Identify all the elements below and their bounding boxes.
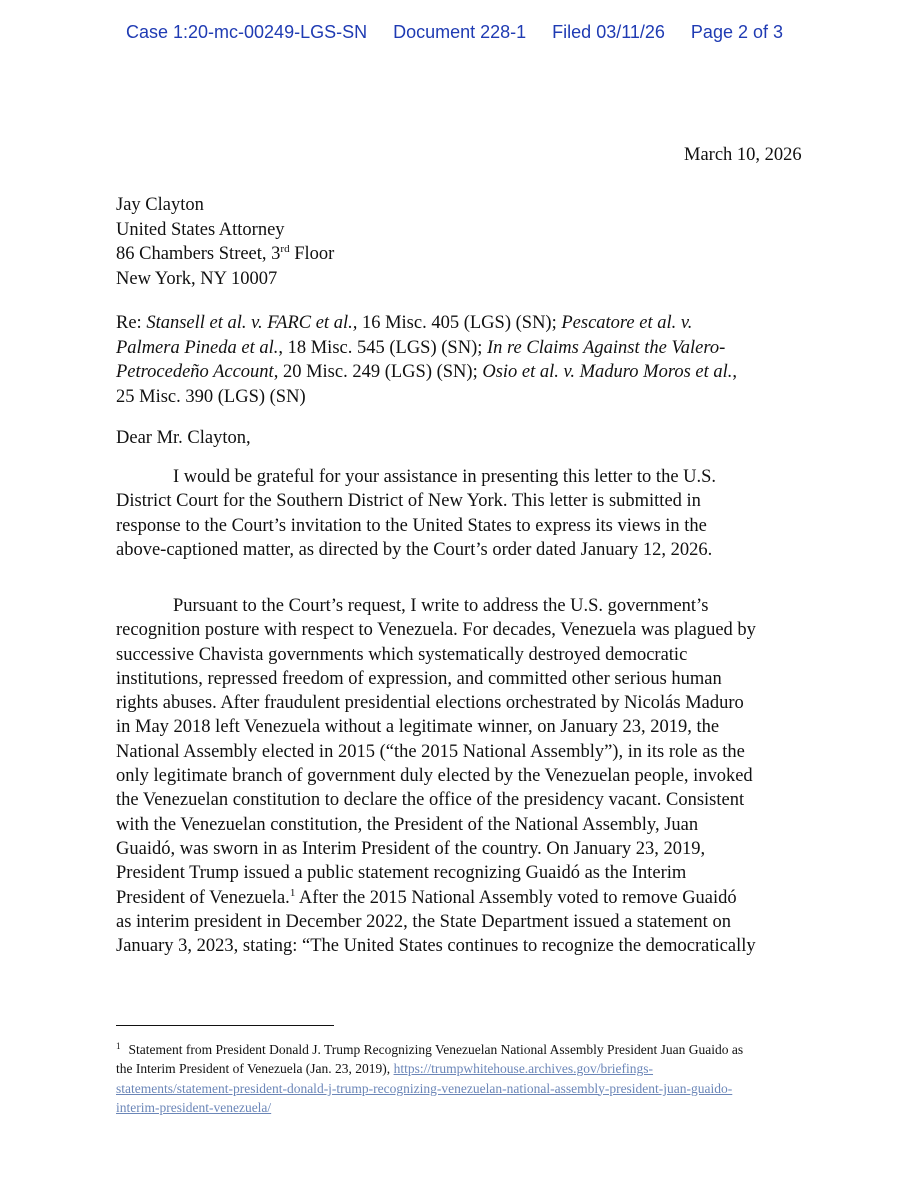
document-number: Document 228-1 [393, 22, 527, 42]
letter-date: March 10, 2026 [684, 145, 802, 165]
footnote-marker: 1 [116, 1041, 121, 1051]
recipient-name: Jay Clayton [116, 195, 204, 215]
footnote-link[interactable]: https://trumpwhitehouse.archives.gov/briefings- [393, 1061, 654, 1077]
page-number: Page 2 of 3 [690, 22, 783, 42]
ecf-header [0, 22, 909, 43]
paragraph-2: Pursuant to the Court’s request, I write to address the U.S. government’s recognition posture with respect to Venezuela. For decades, Venezuela was plagued by successive Chavista governments which systematically destroyed democratic institutions, repressed freedom of expression, and committed other serious human rights abuses. After fraudulent presidential elections orchestrated by Nicolás Maduro in May 2018 left Venezuela without a legitimate winner, on January 23, 2019, the National Assembly elected in 2015 (“the 2015 National Assembly”), in its role as the only legitimate branch of government duly elected by the Venezuelan people, invoked the Venezuelan constitution to declare the office of the presidency vacant. Consistent with the Venezuelan constitution, the President of the National Assembly, Juan Guaidó, was sworn in as Interim President of the country. On January 23, 2019, President Trump issued a public statement recognizing Guaidó as the Interim President of Venezuela.$^1$ After the 2015 National Assembly voted to remove Guaidó as interim president in December 2022, the State Department issued a statement on January 3, 2023, stating: “The United States continues to recognize the democratically [116, 596, 756, 957]
address-block [116, 193, 334, 291]
recipient-city: New York, NY 10007 [116, 268, 278, 289]
paragraph-1: I would be grateful for your assistance in presenting this letter to the U.S. District Court for the Southern District of New York. This letter is submitted in response to the Court’s invitation to the United States to express its views in the above-captioned matter, as directed by the Court’s order dated January 12, 2026. [116, 467, 717, 560]
footnote-divider [116, 1025, 334, 1026]
re-line: Re: Stansell et al. v. FARC et al., 16 Misc. 405 (LGS) (SN); Pescatore et al. v. Palmera Pineda et al., 18 Misc. 545 (LGS) (SN); In re Claims Against the Valero- Petrocedeño Account, 20 Misc. 249 (LGS) (SN); Osio et al. v. Maduro Moros et al., 25 Misc. 390 (LGS) (SN) [116, 313, 738, 407]
footnote-link-end[interactable]: interim-president-venezuela/ [116, 1099, 272, 1115]
case-number: Case 1:20-mc-00249-LGS-SN [125, 22, 368, 42]
recipient-street: 86 Chambers Street, 3rd Floor [116, 243, 335, 264]
footnote-link-cont[interactable]: statements/statement-president-donald-j-trump-recognizing-venezuelan-national-assembly-president-juan-guaido- [116, 1080, 733, 1096]
footnote: $^1$ Statement from President Donald J. Trump Recognizing Venezuelan National Assembly President Juan Guaido as the Interim President of Venezuela (Jan. 23, 2019), https://trumpwhitehouse.archives.gov/briefings- statements/statement-president-donald-j-trump-recognizing-venezuelan-national-assembly-president-juan-guaido- interim-president-venezuela/ [116, 1041, 744, 1115]
footnote-reference: 1 [289, 886, 296, 899]
salutation: Dear Mr. Clayton, [116, 428, 251, 448]
filed-date: Filed 03/11/26 [552, 22, 665, 42]
recipient-title: United States Attorney [116, 219, 285, 240]
